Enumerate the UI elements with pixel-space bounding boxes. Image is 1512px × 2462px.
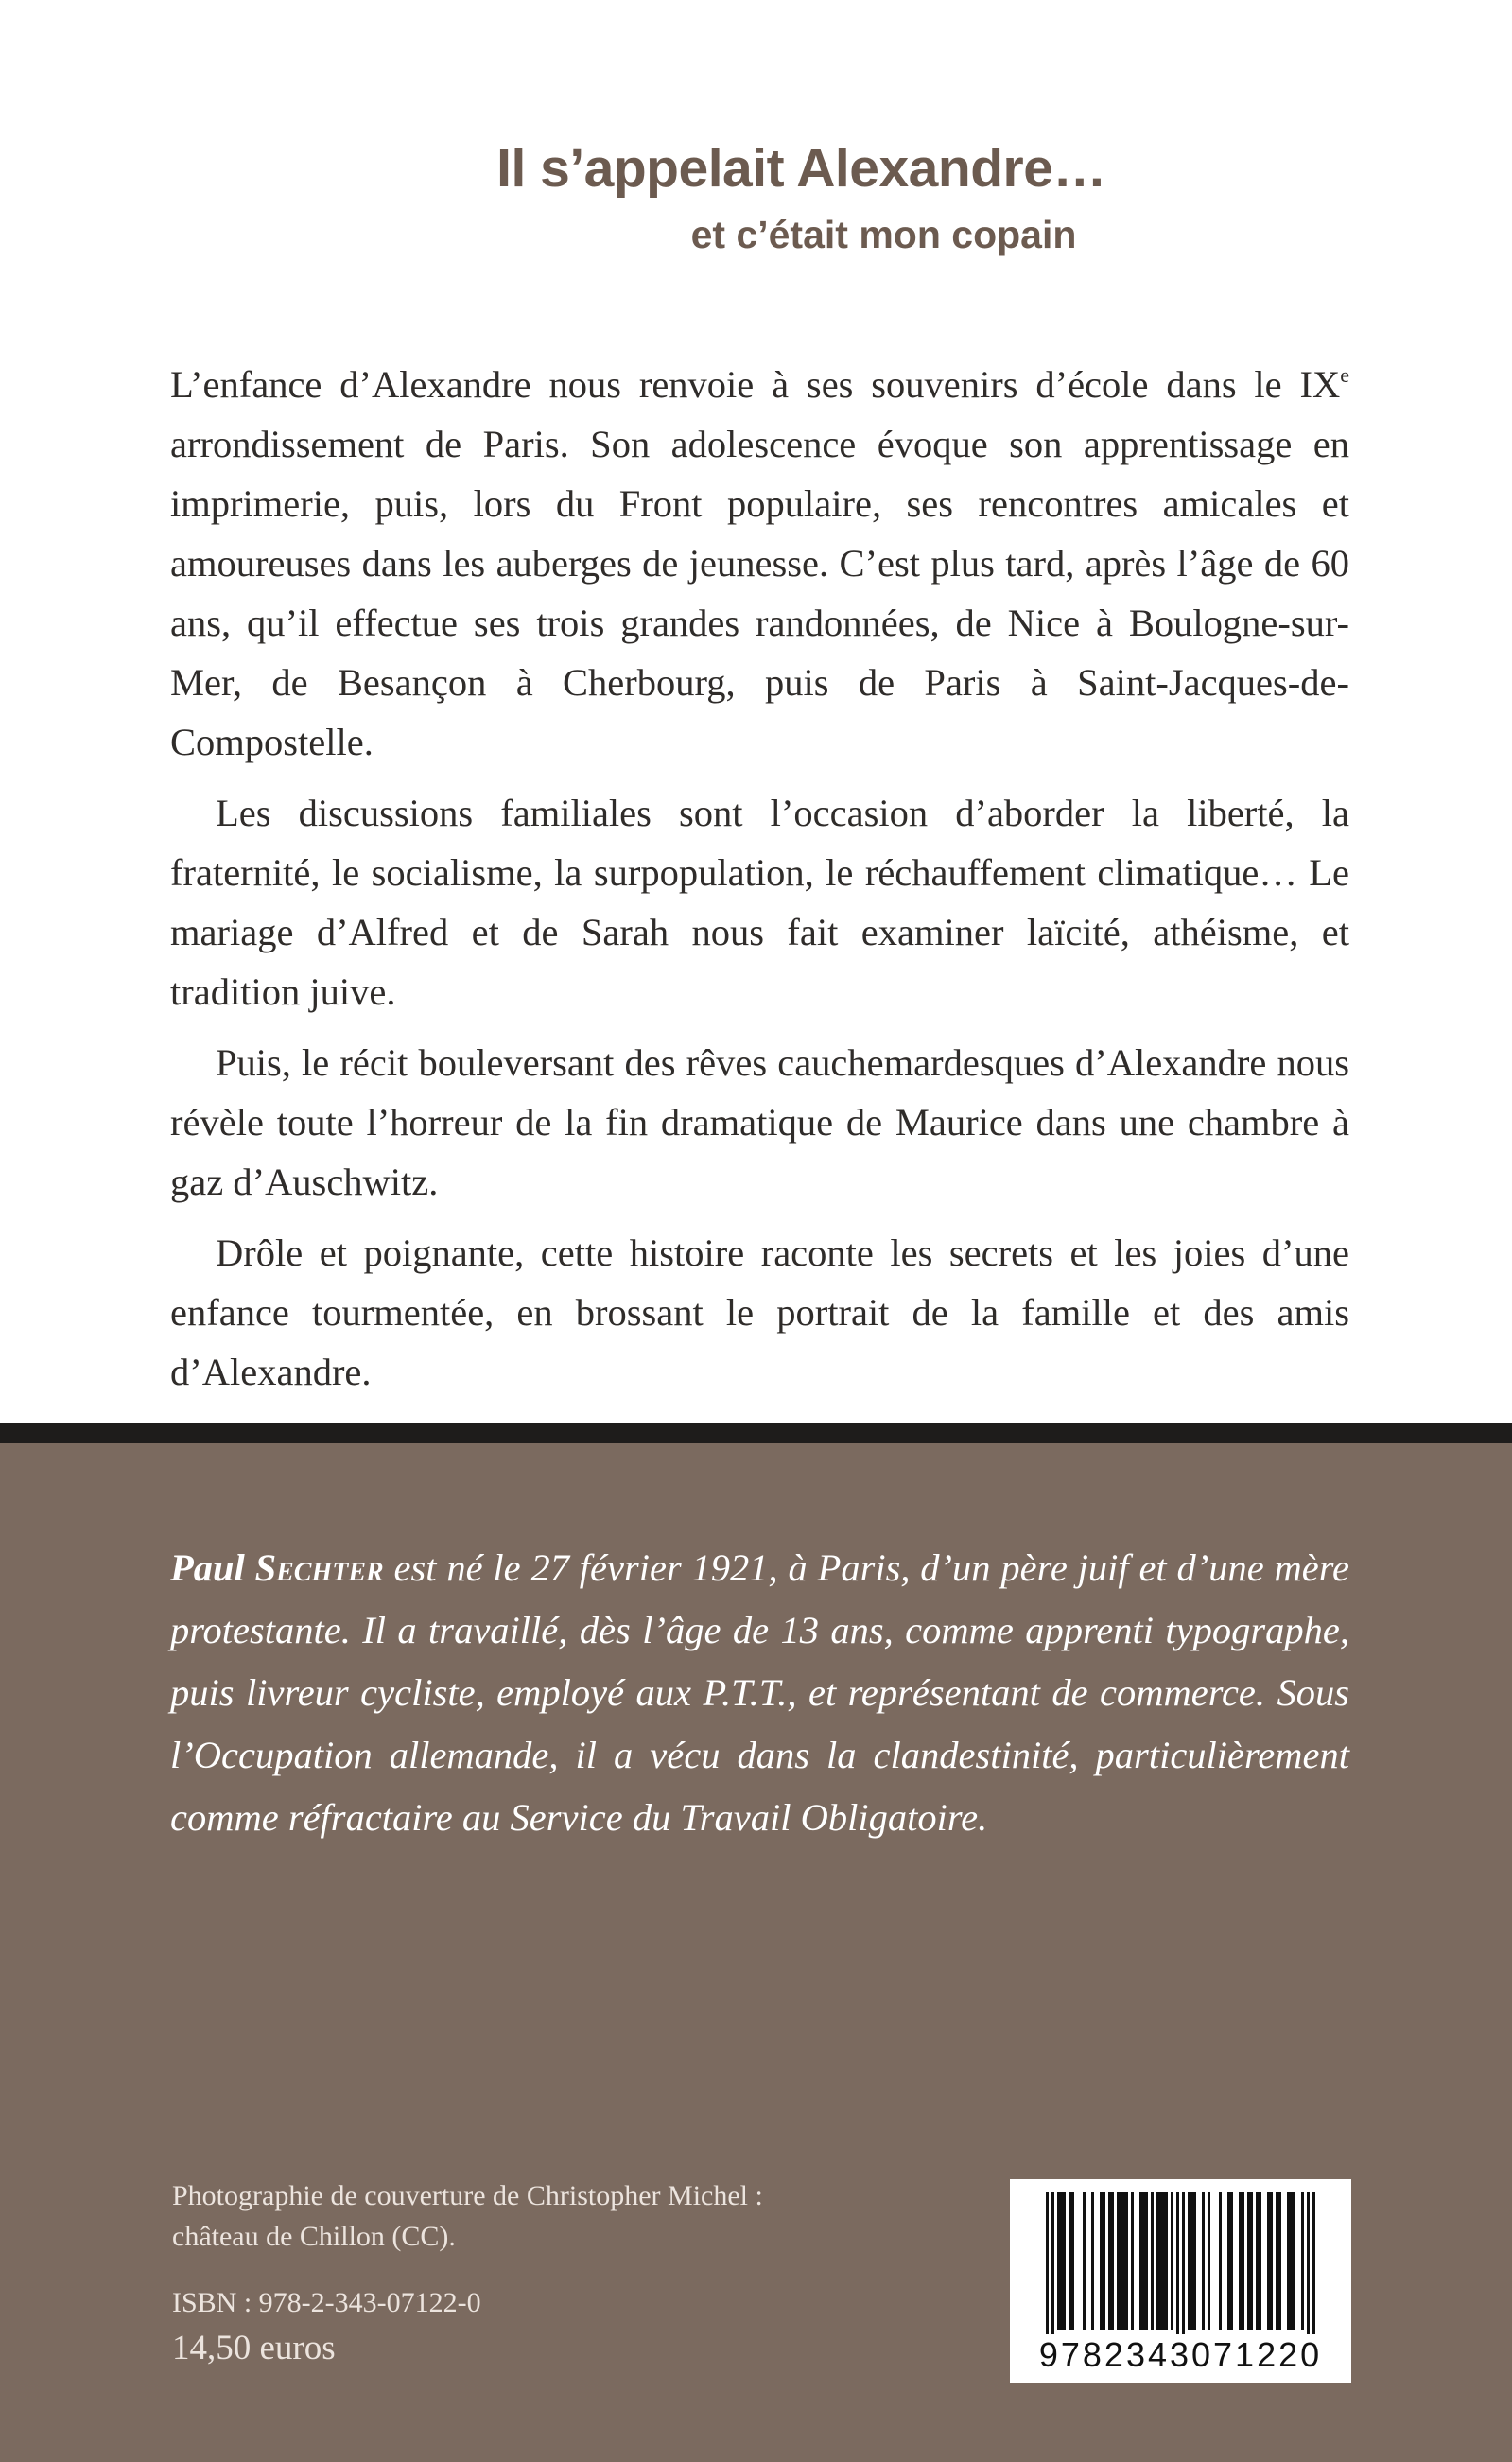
- author-bio-text: est né le 27 février 1921, à Paris, d’un père juif et d’une mère protestante. Il a travaillé, dès l’âge de 13 ans, comme apprenti typographe, puis livreur cycliste, employé aux P.T.T., et représentant de commerce. Sous l’Occupation allemande, il a vécu dans la clandestinité, particulièrement comme réfractaire au Service du Travail Obligatoire.: [170, 1546, 1350, 1839]
- barcode-bar: [1103, 2192, 1105, 2330]
- barcode-bar: [1256, 2192, 1259, 2330]
- synopsis-paragraph-2: Les discussions familiales sont l’occasion d’aborder la liberté, la fraternité, le socialisme, la surpopulation, le réchauffement climatique… Le mariage d’Alfred et de Sarah nous fait examiner laïcité, athéisme, et tradition juive.: [170, 792, 1349, 1013]
- barcode-bar: [1182, 2192, 1185, 2334]
- synopsis-text: [170, 355, 1349, 1413]
- title-block: [0, 131, 1512, 263]
- photo-credit-line-1: Photographie de couverture de Christopher Michel :: [172, 2180, 763, 2211]
- barcode-bar: [1071, 2192, 1074, 2330]
- synopsis-paragraph-3: Puis, le récit bouleversant des rêves cauchemardesques d’Alexandre nous révèle toute l’horreur de la fin dramatique de Maurice dans une chambre à gaz d’Auschwitz.: [170, 1041, 1349, 1203]
- barcode-bar: [1230, 2192, 1233, 2330]
- author-section: [0, 1443, 1512, 2462]
- barcode-bar: [1122, 2192, 1125, 2330]
- barcode-bar: [1202, 2192, 1205, 2330]
- barcode-digits: 9782343071220: [1038, 2335, 1323, 2374]
- barcode-bar: [1142, 2192, 1145, 2330]
- barcode-bar: [1063, 2192, 1066, 2330]
- barcode-bar: [1159, 2192, 1162, 2330]
- barcode-bar: [1287, 2192, 1290, 2330]
- book-title: Il s’appelait Alexandre…: [496, 138, 1106, 199]
- barcode-bar: [1131, 2192, 1134, 2330]
- synopsis-p1-start: L’enfance d’Alexandre nous renvoie à ses souvenirs d’école dans le IX: [170, 363, 1341, 406]
- barcode-bar: [1051, 2192, 1054, 2334]
- barcode-bar: [1276, 2192, 1278, 2330]
- barcode-bar: [1267, 2192, 1270, 2330]
- photo-credits: [172, 2175, 910, 2257]
- author-bio: [170, 1537, 1349, 1849]
- barcode-bar: [1060, 2192, 1063, 2330]
- barcode-bar: [1069, 2192, 1071, 2330]
- barcode-bar: [1247, 2192, 1250, 2330]
- divider-band: [0, 1423, 1512, 1443]
- isbn: ISBN : 978-2-343-07122-0: [172, 2287, 481, 2318]
- barcode-bar: [1046, 2192, 1049, 2334]
- barcode-bar: [1165, 2192, 1168, 2330]
- price: 14,50 euros: [172, 2329, 336, 2367]
- barcode-bar: [1139, 2192, 1142, 2330]
- barcode-bar: [1176, 2192, 1179, 2334]
- barcode-bar: [1193, 2192, 1196, 2330]
- barcode-bar: [1057, 2192, 1060, 2330]
- barcode-bar: [1239, 2192, 1242, 2330]
- barcode-bar: [1259, 2192, 1261, 2330]
- barcode-bar: [1293, 2192, 1295, 2330]
- barcode-bar: [1120, 2192, 1122, 2330]
- barcode-bar: [1219, 2192, 1222, 2330]
- author-last-name: Sechter: [254, 1546, 384, 1589]
- barcode-bar: [1227, 2192, 1230, 2330]
- barcode-bar: [1125, 2192, 1128, 2330]
- barcode-bar: [1270, 2192, 1273, 2330]
- barcode-bar: [1188, 2192, 1190, 2330]
- barcode: [1010, 2179, 1351, 2383]
- barcode-bar: [1208, 2192, 1210, 2330]
- barcode-bar: [1145, 2192, 1148, 2330]
- barcode-bar: [1301, 2192, 1304, 2330]
- barcode-bar: [1156, 2192, 1159, 2330]
- synopsis-paragraph-4: Drôle et poignante, cette histoire raconte les secrets et les joies d’une enfance tourmentée, en brossant le portrait de la famille et des amis d’Alexandre.: [170, 1231, 1349, 1393]
- barcode-bar: [1190, 2192, 1193, 2330]
- synopsis-paragraph-1: [170, 355, 1349, 772]
- synopsis-p1-end: arrondissement de Paris. Son adolescence évoque son apprentissage en imprimerie, puis, lors du Front populaire, ses rencontres amicales et amoureuses dans les auberges de jeunesse. C’est plus tard, après l’âge de 60 ans, qu’il effectue ses trois grandes randonnées, de Nice à Boulogne-sur-Mer, de Besançon à Cherbourg, puis de Paris à Saint-Jacques-de-Compostelle.: [170, 423, 1349, 763]
- barcode-bar: [1250, 2192, 1253, 2330]
- barcode-bar: [1111, 2192, 1114, 2330]
- barcode-bar: [1242, 2192, 1244, 2330]
- barcode-bar: [1290, 2192, 1293, 2330]
- barcode-bar: [1091, 2192, 1094, 2330]
- barcode-bar: [1312, 2192, 1315, 2334]
- barcode-bar: [1151, 2192, 1154, 2330]
- barcode-bar: [1162, 2192, 1165, 2330]
- barcode-bar: [1278, 2192, 1281, 2330]
- barcode-bar: [1117, 2192, 1120, 2330]
- book-subtitle: et c’était mon copain: [690, 213, 1077, 256]
- superscript-e: e: [1340, 363, 1349, 387]
- barcode-bar: [1100, 2192, 1103, 2330]
- photo-credit-line-2: château de Chillon (CC).: [172, 2221, 456, 2252]
- barcode-bar: [1083, 2192, 1086, 2330]
- barcode-bar: [1171, 2192, 1173, 2330]
- barcode-bar: [1307, 2192, 1310, 2334]
- author-first-name: Paul: [170, 1546, 245, 1589]
- barcode-bar: [1108, 2192, 1111, 2330]
